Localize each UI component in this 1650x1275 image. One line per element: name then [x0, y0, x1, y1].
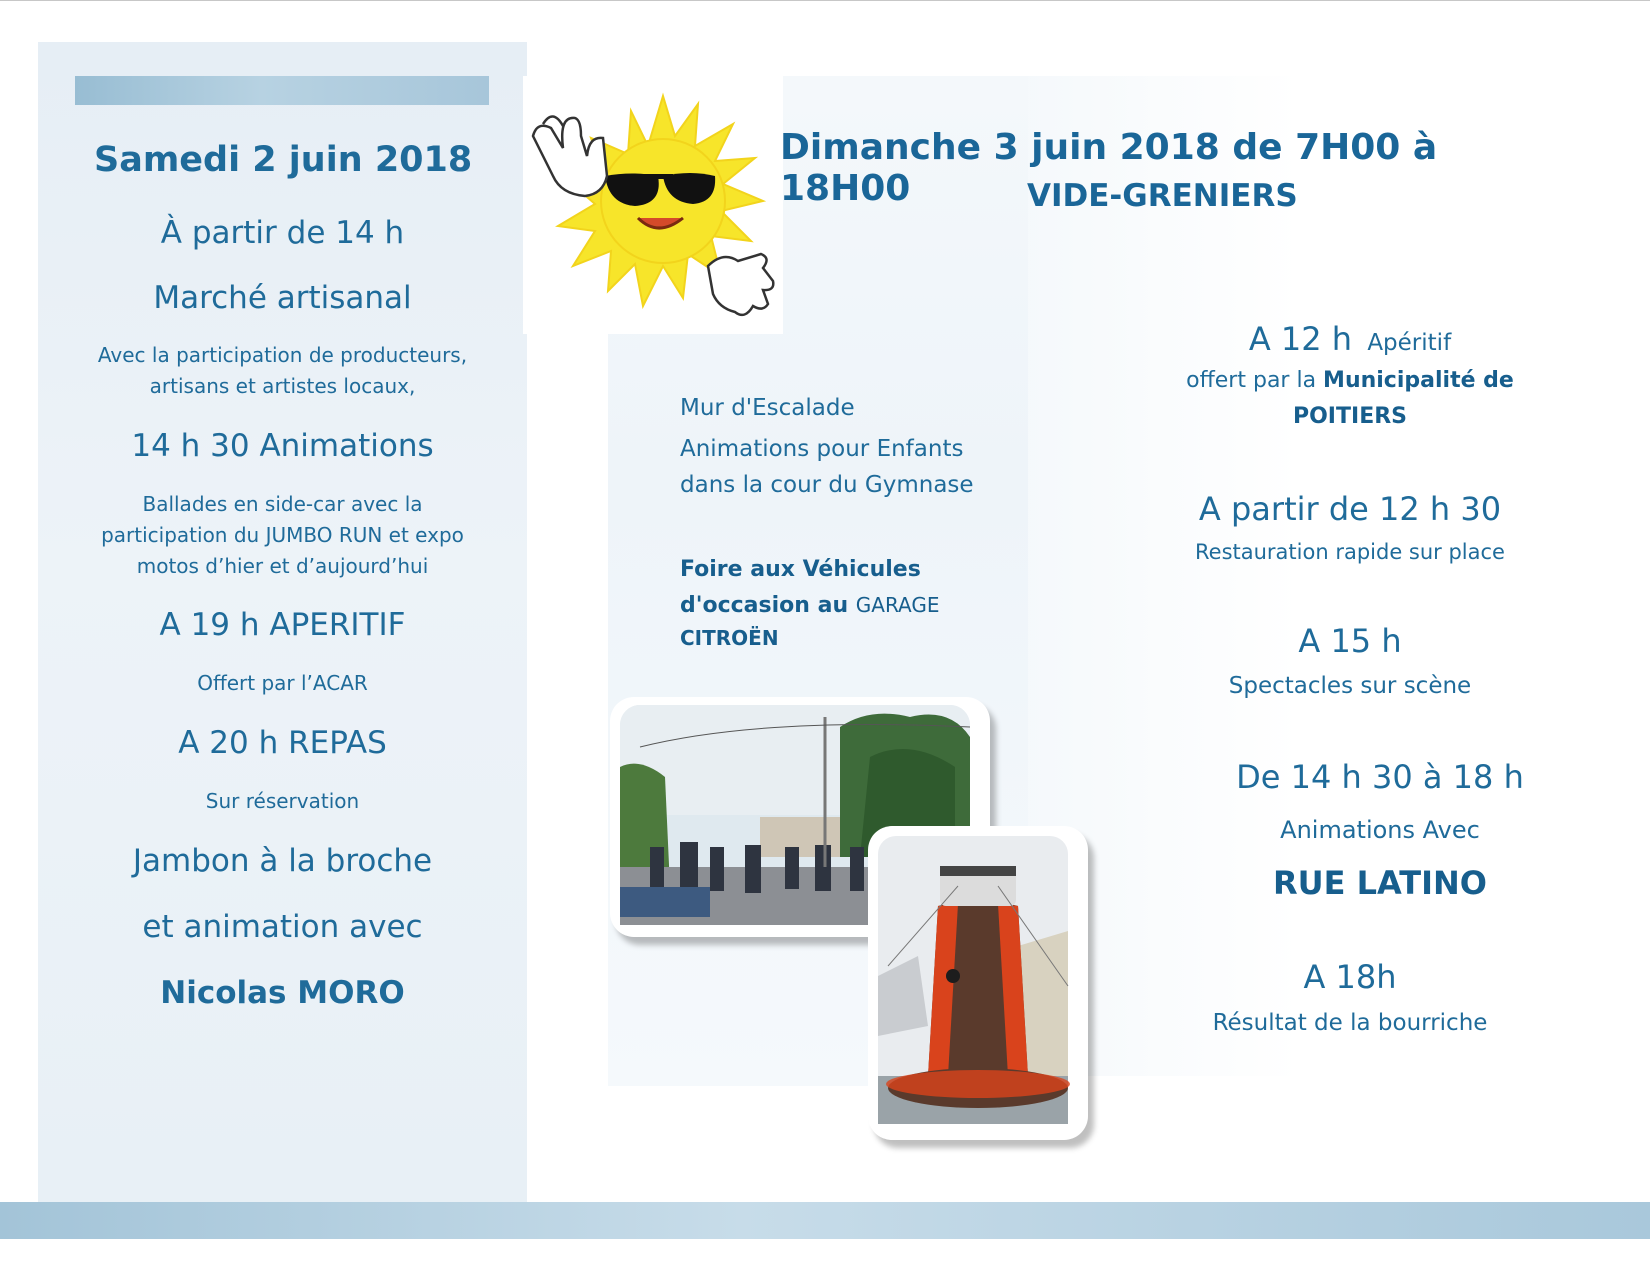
escalade-text: Mur d'Escalade — [680, 395, 855, 421]
foire-line-2 — [680, 589, 940, 622]
resto-sub: Restauration rapide sur place — [1195, 540, 1505, 564]
sun-illustration-box — [523, 76, 783, 334]
end-time: A 18h — [1303, 958, 1397, 996]
anim-time: De 14 h 30 à 18 h — [1236, 758, 1524, 796]
market-title: Marché artisanal — [153, 280, 412, 316]
midi-row — [1180, 320, 1520, 358]
left-header-bar — [75, 76, 489, 105]
foire-line-2-garage: GARAGE — [855, 593, 940, 617]
aperitif-sub: Offert par l’ACAR — [197, 671, 368, 695]
sun-with-sunglasses-icon — [523, 76, 783, 334]
repas-title: A 20 h REPAS — [178, 725, 387, 761]
ballades-line-2: participation du JUMBO RUN et expo — [101, 523, 464, 547]
offert-bold: Municipalité de — [1323, 368, 1514, 393]
foire-line-2-bold: d'occasion au — [680, 593, 856, 618]
offert-line — [1150, 368, 1550, 393]
jambon-line: Jambon à la broche — [132, 843, 433, 879]
saturday-date: Samedi 2 juin 2018 — [94, 140, 473, 180]
animation-avec-line: et animation avec — [142, 909, 423, 945]
offert-city: POITIERS — [1292, 404, 1408, 429]
sunday-title: Dimanche 3 juin 2018 de 7H00 à 18H00 — [780, 127, 1438, 209]
spectacle-time: A 15 h — [1298, 622, 1402, 660]
bottom-bar — [0, 1202, 1650, 1239]
spectacle-sub: Spectacles sur scène — [1228, 673, 1472, 699]
animations-title: 14 h 30 Animations — [131, 428, 434, 464]
participation-line-1: Avec la participation de producteurs, — [97, 343, 468, 367]
anim-group: RUE LATINO — [1272, 864, 1487, 902]
offert-prefix: offert par la — [1186, 368, 1324, 393]
aperitif-title: A 19 h APERITIF — [159, 607, 406, 643]
foire-line-3: CITROËN — [680, 626, 779, 650]
anim-sub: Animations Avec — [1280, 816, 1480, 844]
foire-line-1: Foire aux Véhicules — [680, 557, 921, 582]
enfants-line-2: dans la cour du Gymnase — [680, 472, 974, 498]
climbing-wall-photo — [868, 826, 1088, 1140]
repas-sub: Sur réservation — [205, 789, 360, 813]
participation-line-2: artisans et artistes locaux, — [149, 374, 416, 398]
midi-time: A 12 h — [1248, 320, 1353, 358]
end-sub: Résultat de la bourriche — [1212, 1010, 1488, 1036]
climbing-wall-image — [868, 826, 1088, 1140]
vide-greniers-title: VIDE-GRENIERS — [1027, 178, 1298, 214]
midi-label: Apéritif — [1367, 330, 1452, 356]
enfants-line-1: Animations pour Enfants — [680, 436, 964, 462]
ballades-line-1: Ballades en side-car avec la — [142, 492, 423, 516]
resto-time: A partir de 12 h 30 — [1198, 490, 1502, 528]
saturday-start: À partir de 14 h — [160, 215, 405, 251]
top-divider — [0, 0, 1650, 1]
artist-name: Nicolas MORO — [160, 975, 405, 1011]
ballades-line-3: motos d’hier et d’aujourd’hui — [136, 554, 429, 578]
